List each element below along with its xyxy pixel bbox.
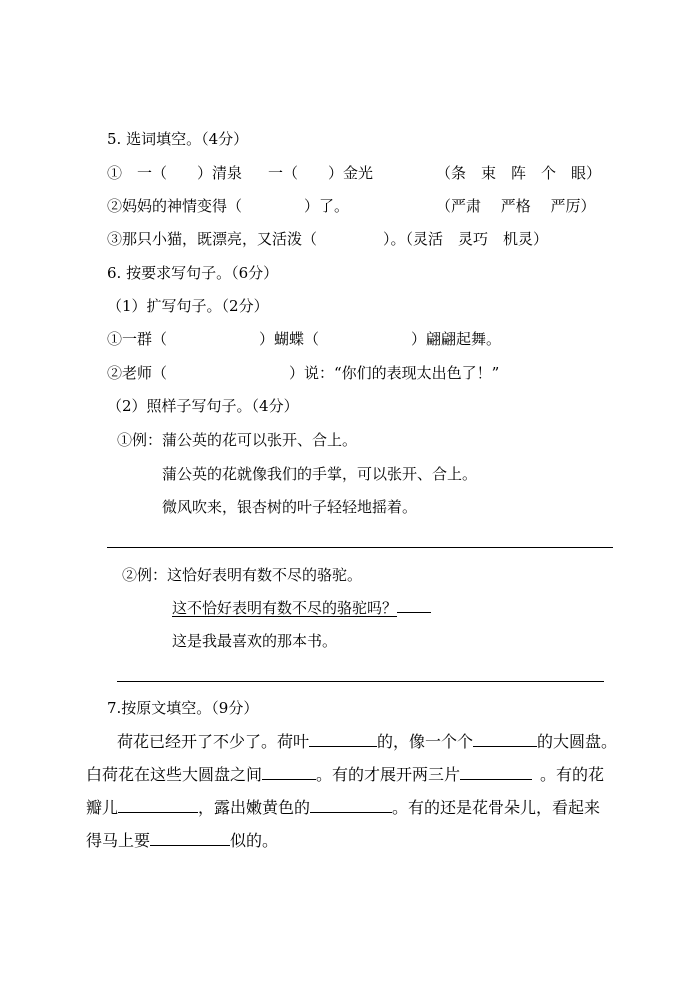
q7-l1-part-b: 的，像一个个 bbox=[377, 732, 474, 751]
q7-blank-7[interactable] bbox=[150, 831, 230, 846]
q6-example2-question: 这是我最喜欢的那本书。 bbox=[172, 632, 338, 650]
q6-part2-title: （2）照样子写句子。（4分） bbox=[107, 397, 299, 415]
q7-l4-part-b: 似的。 bbox=[230, 831, 279, 850]
q7-blank-3[interactable] bbox=[262, 765, 316, 780]
q6-example2-answer bbox=[172, 598, 431, 618]
q6-s1-part-b: ）蝴蝶（ bbox=[259, 330, 320, 348]
q7-l1-part-a: 荷花已经开了不少了。荷叶 bbox=[117, 732, 310, 751]
q5-row1-part-b: 一（ ）金光 bbox=[268, 164, 374, 182]
q6-s1-part-a: ①一群（ bbox=[107, 330, 168, 348]
q6-example2-answer-tail bbox=[397, 598, 431, 613]
q7-title: 7.按原文填空。（9分） bbox=[107, 699, 259, 717]
q6-s2-part-b: ）说：“你们的表现太出色了！” bbox=[289, 364, 500, 382]
q7-l4-part-a: 得马上要 bbox=[86, 831, 151, 850]
q7-blank-5[interactable] bbox=[118, 798, 198, 813]
q7-l2-part-a: 白荷花在这些大圆盘之间 bbox=[86, 765, 263, 784]
q6-example1-question: 微风吹来，银杏树的叶子轻轻地摇着。 bbox=[162, 498, 418, 516]
q7-l3-part-a: 瓣儿 bbox=[86, 798, 119, 817]
q6-sentence2 bbox=[107, 363, 499, 383]
q5-row1 bbox=[107, 163, 373, 183]
q7-l2-part-b: 。有的才展开两三片 bbox=[316, 765, 461, 784]
q7-l2-part-c: 。有的花 bbox=[540, 765, 605, 784]
q6-s1-part-c: ）翩翩起舞。 bbox=[411, 330, 502, 348]
q7-line4 bbox=[86, 831, 278, 851]
q6-sentence1 bbox=[107, 329, 501, 349]
q7-blank-4[interactable] bbox=[460, 765, 532, 780]
q5-row2-part-a: ②妈妈的神情变得（ bbox=[107, 197, 243, 215]
q6-s2-part-a: ②老师（ bbox=[107, 364, 168, 382]
q6-example1-answer: 蒲公英的花就像我们的手掌，可以张开、合上。 bbox=[162, 465, 478, 483]
q7-line3 bbox=[86, 798, 600, 818]
q5-row3-part-b: ）。（灵活 灵巧 机灵） bbox=[383, 230, 549, 248]
q7-line2 bbox=[86, 765, 604, 785]
q6-example2-answer-text: 这不恰好表明有数不尽的骆驼吗？ bbox=[172, 599, 398, 617]
q7-line1 bbox=[117, 732, 617, 752]
q7-blank-2[interactable] bbox=[473, 732, 537, 747]
q5-row1-part-a: ① 一（ ）清泉 bbox=[107, 164, 243, 182]
answer-line-2[interactable] bbox=[117, 681, 604, 682]
answer-line-1[interactable] bbox=[107, 547, 613, 548]
q6-example2: ②例：这恰好表明有数不尽的骆驼。 bbox=[122, 566, 363, 584]
q5-row1-options: （条 束 阵 个 眼） bbox=[436, 164, 602, 182]
q6-part1-title: （1）扩写句子。（2分） bbox=[107, 297, 269, 315]
q5-row2 bbox=[107, 196, 349, 216]
q5-row3-part-a: ③那只小猫，既漂亮，又活泼（ bbox=[107, 230, 318, 248]
q7-l1-part-c: 的大圆盘。 bbox=[537, 732, 618, 751]
q6-example1: ①例：蒲公英的花可以张开、合上。 bbox=[117, 431, 358, 449]
q7-l3-part-c: 。有的还是花骨朵儿，看起来 bbox=[392, 798, 601, 817]
q7-blank-1[interactable] bbox=[309, 732, 377, 747]
q5-row2-options: （严肃 严格 严厉） bbox=[436, 197, 596, 215]
q6-title: 6. 按要求写句子。（6分） bbox=[107, 264, 279, 282]
q7-l3-part-b: ，露出嫩黄色的 bbox=[198, 798, 311, 817]
q7-blank-6[interactable] bbox=[310, 798, 392, 813]
q5-row2-part-b: ）了。 bbox=[304, 197, 350, 215]
q5-title: 5. 选词填空。（4分） bbox=[107, 130, 249, 148]
q5-row3 bbox=[107, 229, 548, 249]
